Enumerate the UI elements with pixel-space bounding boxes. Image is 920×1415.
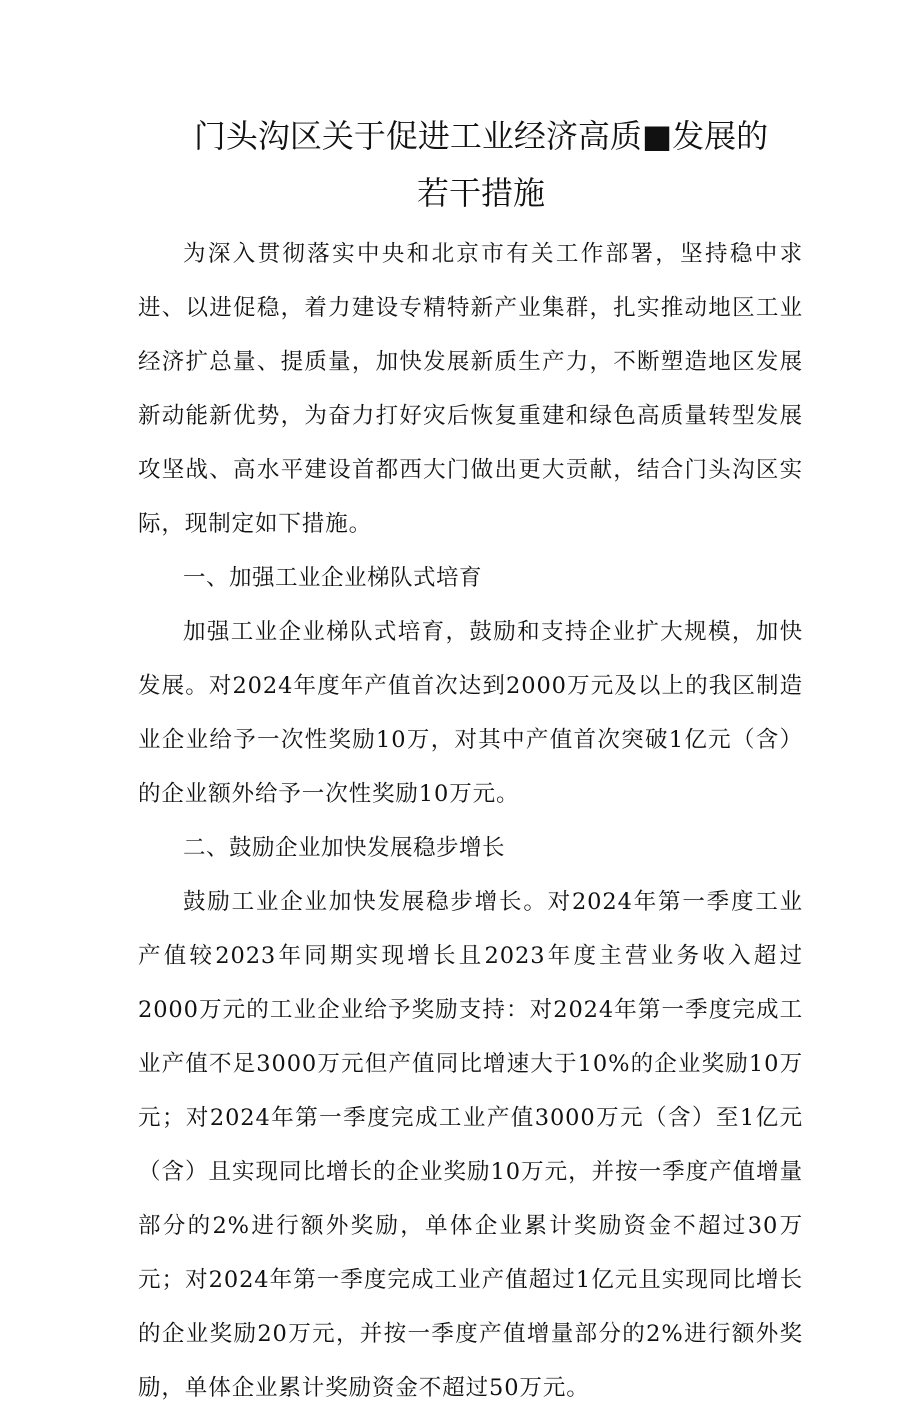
document-title bbox=[130, 108, 832, 222]
title-line-2: 若干措施 bbox=[416, 174, 545, 212]
section-2-body: 鼓励工业企业加快发展稳步增长。对2024年第一季度工业产值较2023年同期实现增长且2023年度主营业务收入超过2000万元的工业企业给予奖励支持：对2024年第一季度完成工业产值不足3000万元但产值同比增速大于10%的企业奖励10万元；对2024年第一季度完成工业产值3000万元（含）至1亿元（含）且实现同比增长的企业奖励10万元，并按一季度产值增量部分的2%进行额外奖励，单体企业累计奖励资金不超过30万元；对2024年第一季度完成工业产值超过1亿元且实现同比增长的企业奖励20万元，并按一季度产值增量部分的2%进行额外奖励，单体企业累计奖励资金不超过50万元。 bbox=[138, 889, 803, 1401]
intro-paragraph: 为深入贯彻落实中央和北京市有关工作部署，坚持稳中求进、以进促稳，着力建设专精特新产业集群，扎实推动地区工业经济扩总量、提质量，加快发展新质生产力，不断塑造地区发展新动能新优势，为奋力打好灾后恢复重建和绿色高质量转型发展攻坚战、高水平建设首都西大门做出更大贡献，结合门头沟区实际，现制定如下措施。 bbox=[138, 241, 803, 537]
title-line-1: 门头沟区关于促进工业经济高质■发展的 bbox=[193, 117, 769, 155]
section-1-heading: 一、加强工业企业梯队式培育 bbox=[183, 565, 483, 591]
section-1-body: 加强工业企业梯队式培育，鼓励和支持企业扩大规模，加快发展。对2024年度年产值首次达到2000万元及以上的我区制造业企业给予一次性奖励10万，对其中产值首次突破1亿元（含）的企业额外给予一次性奖励10万元。 bbox=[138, 619, 803, 807]
section-2-heading: 二、鼓励企业加快发展稳步增长 bbox=[183, 835, 506, 861]
